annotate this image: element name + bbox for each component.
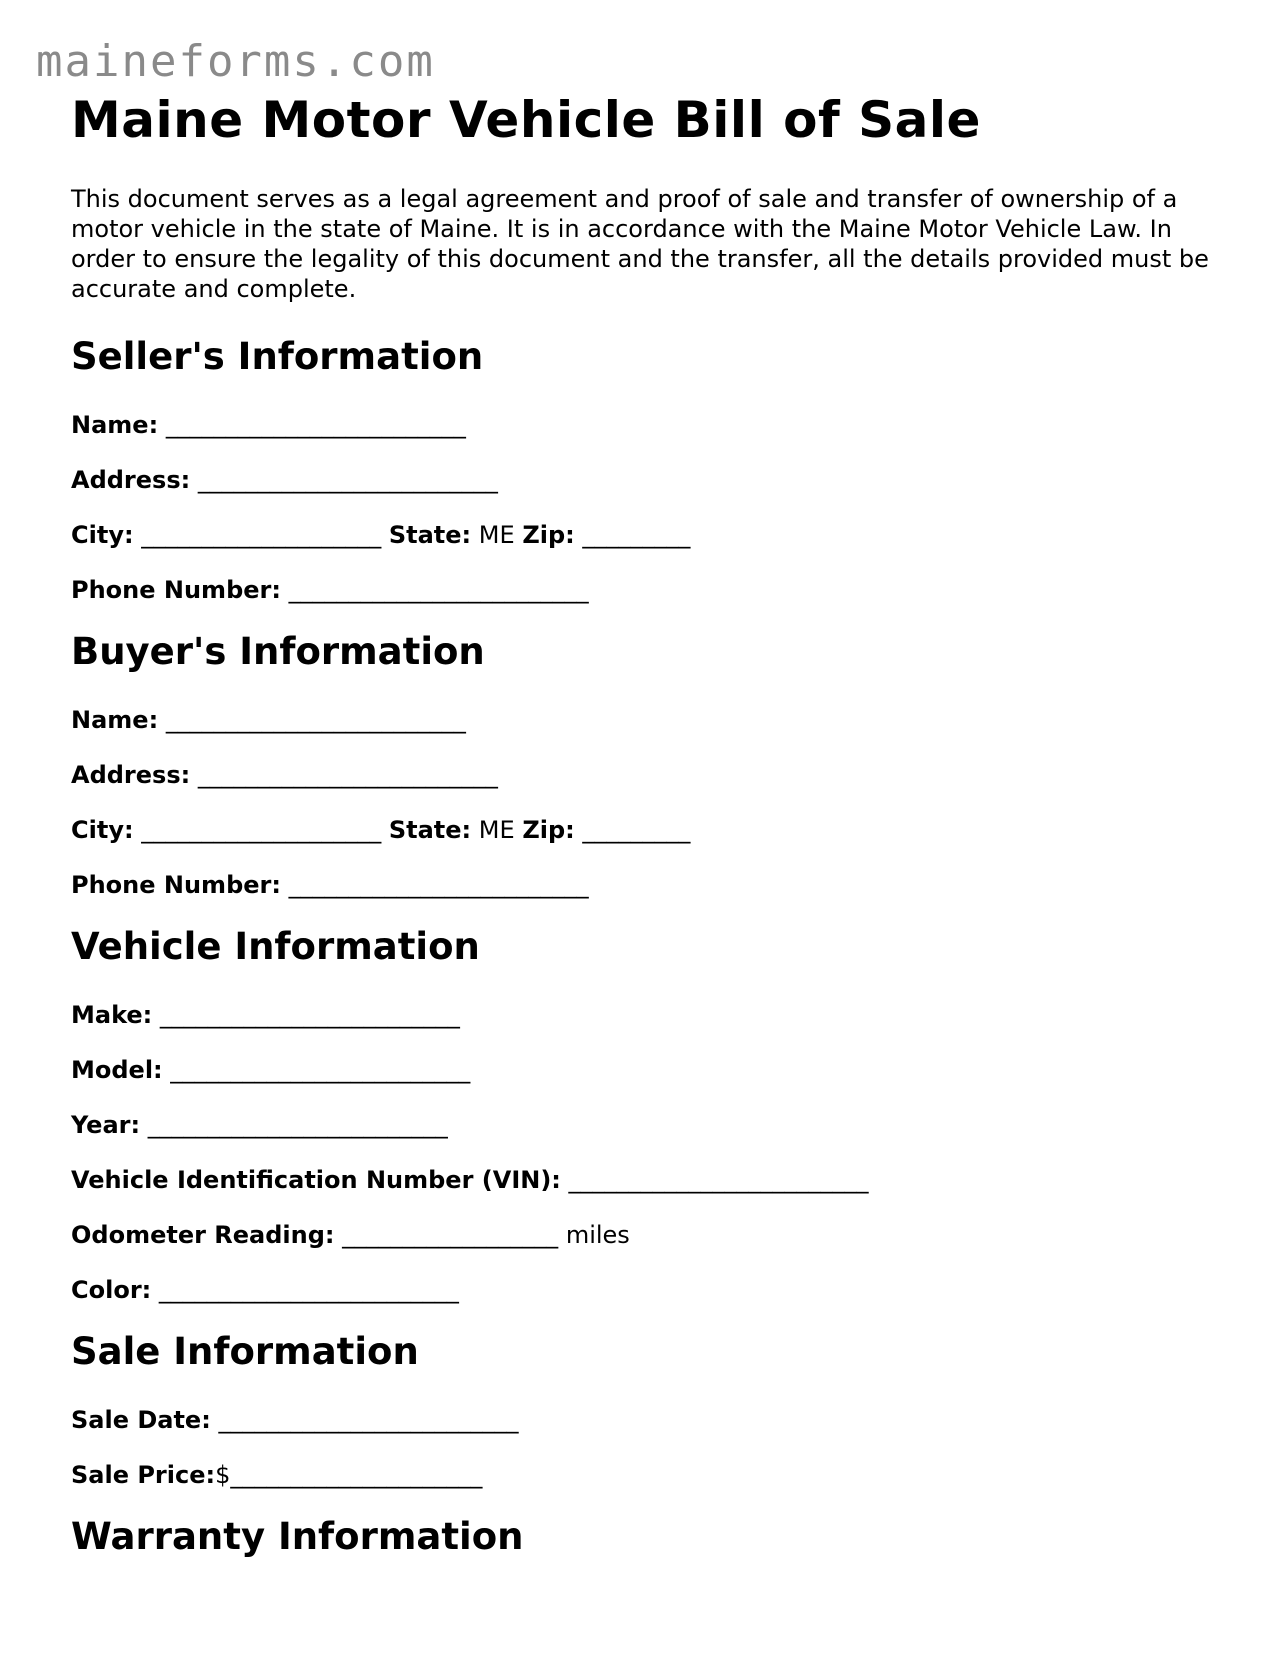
seller-address-blank[interactable]: _________________________ [197,466,498,494]
buyer-name-label: Name: [71,706,159,734]
sale-price-blank[interactable]: $_____________________ [215,1461,483,1489]
sale-fields [71,1405,1221,1490]
buyer-city-label: City: [71,816,134,844]
seller-city-blank[interactable]: ____________________ [141,521,382,549]
buyer-fields [71,705,1221,900]
buyer-address-blank[interactable]: _________________________ [197,761,498,789]
buyer-heading: Buyer's Information [71,630,485,673]
buyer-address-label: Address: [71,761,191,789]
vehicle-color-field[interactable] [71,1275,1221,1305]
seller-phone-blank[interactable]: _________________________ [288,576,589,604]
sale-date-field[interactable] [71,1405,1221,1435]
seller-city-state-zip-row [71,520,1221,550]
vehicle-model-label: Model: [71,1056,163,1084]
sale-price-field[interactable] [71,1460,1221,1490]
seller-fields [71,410,1221,605]
buyer-city-blank[interactable]: ____________________ [141,816,382,844]
vehicle-heading: Vehicle Information [71,925,480,968]
seller-name-label: Name: [71,411,159,439]
sale-date-blank[interactable]: _________________________ [218,1406,519,1434]
sale-heading: Sale Information [71,1330,419,1373]
buyer-city-state-zip-row [71,815,1221,845]
buyer-phone-label: Phone Number: [71,871,281,899]
sale-date-label: Sale Date: [71,1406,211,1434]
buyer-phone-blank[interactable]: _________________________ [288,871,589,899]
site-watermark: maineforms.com [36,36,435,87]
seller-zip-label: Zip: [522,521,575,549]
vehicle-year-label: Year: [71,1111,141,1139]
vehicle-year-blank[interactable]: _________________________ [147,1111,448,1139]
vehicle-year-field[interactable] [71,1110,1221,1140]
seller-phone-label: Phone Number: [71,576,281,604]
seller-state-value: ME [478,521,515,549]
vehicle-vin-blank[interactable]: _________________________ [568,1166,869,1194]
vehicle-odometer-unit: miles [565,1221,630,1249]
seller-address-label: Address: [71,466,191,494]
intro-paragraph: This document serves as a legal agreement and proof of sale and transfer of ownership of a motor vehicle in the state of Maine. It is in accordance with the Maine Motor Vehicle Law. In order to ensure the legality of this document and the transfer, all the details provided must be accurate and complete. [71,185,1209,303]
vehicle-color-label: Color: [71,1276,152,1304]
seller-state-label: State: [388,521,472,549]
vehicle-make-blank[interactable]: _________________________ [159,1001,460,1029]
vehicle-make-field[interactable] [71,1000,1221,1030]
vehicle-odometer-blank[interactable]: __________________ [342,1221,559,1249]
vehicle-make-label: Make: [71,1001,153,1029]
buyer-zip-blank[interactable]: _________ [582,816,691,844]
buyer-zip-label: Zip: [522,816,575,844]
vehicle-vin-field[interactable] [71,1165,1221,1195]
vehicle-vin-label: Vehicle Identification Number (VIN): [71,1166,561,1194]
vehicle-model-blank[interactable]: _________________________ [170,1056,471,1084]
vehicle-model-field[interactable] [71,1055,1221,1085]
vehicle-odometer-field[interactable] [71,1220,1221,1250]
seller-city-label: City: [71,521,134,549]
seller-heading: Seller's Information [71,335,484,378]
document-page [71,90,1221,1560]
buyer-state-value: ME [478,816,515,844]
seller-address-field[interactable] [71,465,1221,495]
vehicle-color-blank[interactable]: _________________________ [158,1276,459,1304]
warranty-heading: Warranty Information [71,1515,524,1558]
vehicle-fields [71,1000,1221,1305]
seller-name-field[interactable] [71,410,1221,440]
buyer-state-label: State: [388,816,472,844]
buyer-name-blank[interactable]: _________________________ [165,706,466,734]
buyer-name-field[interactable] [71,705,1221,735]
buyer-phone-field[interactable] [71,870,1221,900]
seller-name-blank[interactable]: _________________________ [165,411,466,439]
vehicle-odometer-label: Odometer Reading: [71,1221,335,1249]
buyer-address-field[interactable] [71,760,1221,790]
seller-zip-blank[interactable]: _________ [582,521,691,549]
page-title: Maine Motor Vehicle Bill of Sale [71,91,981,149]
sale-price-label: Sale Price: [71,1461,216,1489]
seller-phone-field[interactable] [71,575,1221,605]
